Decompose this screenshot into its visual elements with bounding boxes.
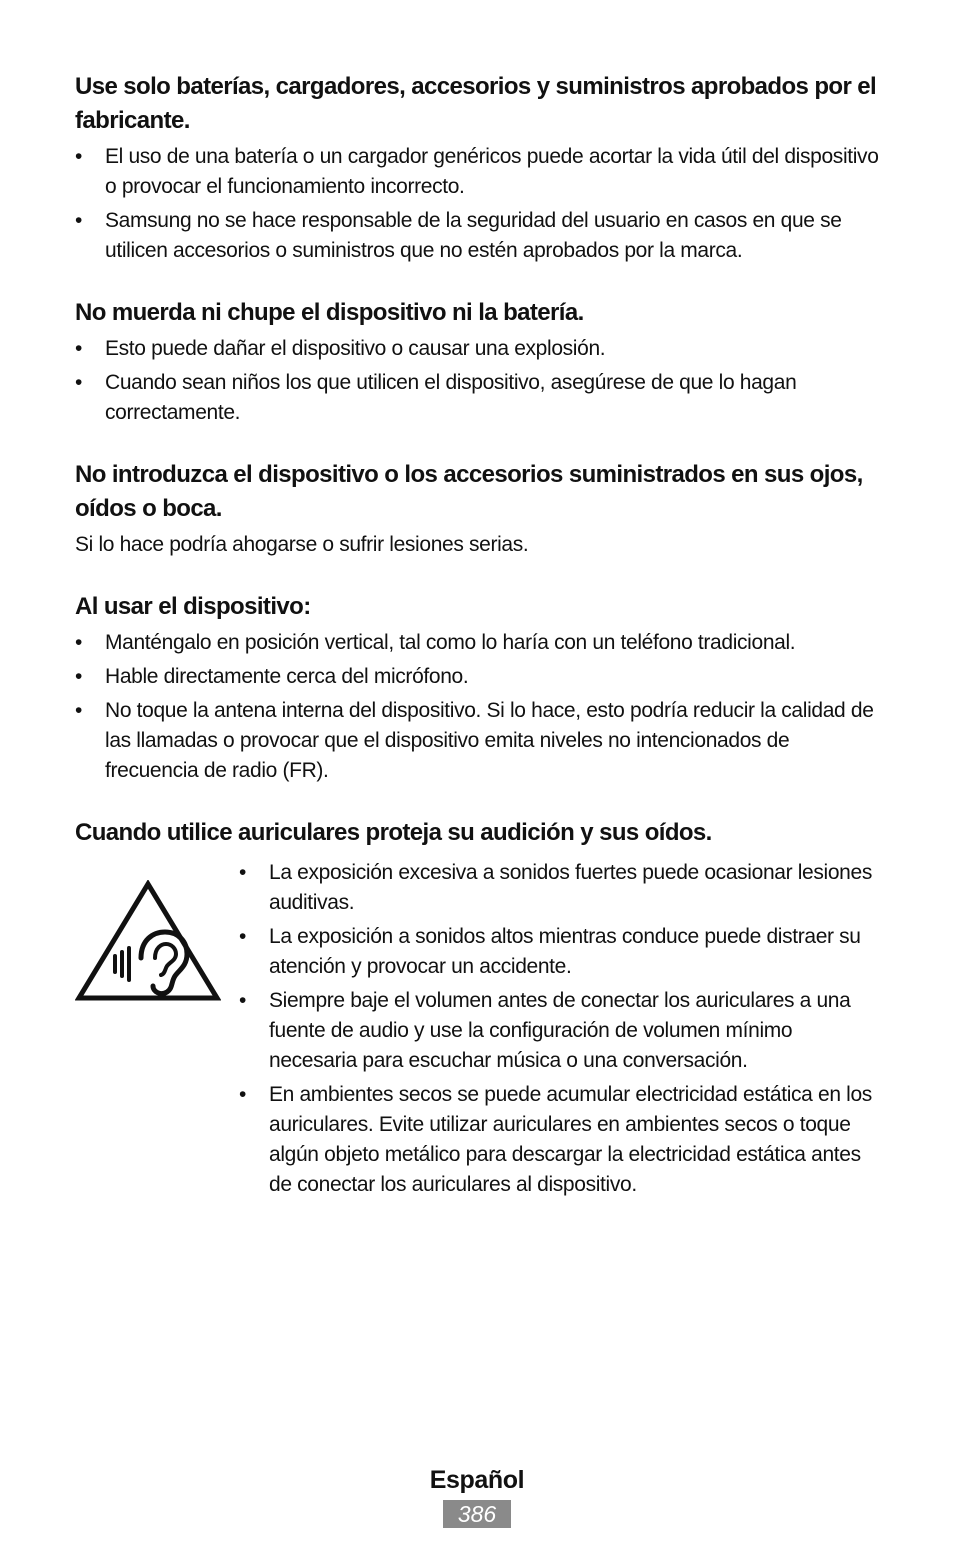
section-heading: Al usar el dispositivo: [75, 593, 311, 620]
section-heading: No introduzca el dispositivo o los accesorios suministrados en sus ojos, oídos o boca. [75, 461, 863, 522]
footer-language: Español [429, 1466, 525, 1494]
page-footer [0, 1462, 954, 1528]
bullet-marker: • [75, 371, 83, 394]
section-do-not-bite [75, 296, 885, 428]
bullet-list [239, 858, 885, 1204]
list-item-text: La exposición a sonidos altos mientras conduce puede distraer su atención y provocar un accidente. [269, 925, 861, 978]
list-item [75, 206, 885, 266]
section-approved-accessories [75, 70, 885, 266]
bullet-marker: • [75, 665, 83, 688]
list-item [75, 662, 885, 692]
document-body [75, 70, 885, 1234]
list-item-text: No toque la antena interna del dispositivo. Si lo hace, esto podría reducir la calidad de las llamadas o provocar que el dispositivo emita niveles no intencionados de frecuencia de radio (FR). [105, 699, 874, 782]
list-item-text: Samsung no se hace responsable de la seguridad del usuario en casos en que se utilicen accesorios o suministros que no estén aprobados por la marca. [105, 209, 842, 262]
list-item-text: Siempre baje el volumen antes de conectar los auriculares a una fuente de audio y use la configuración de volumen mínimo necesaria para escuchar música o una conversación. [269, 989, 851, 1072]
list-item [75, 628, 885, 658]
section-heading: Use solo baterías, cargadores, accesorios y suministros aprobados por el fabricante. [75, 73, 877, 134]
hearing-warning-row [75, 858, 885, 1204]
list-item-text: Hable directamente cerca del micrófono. [105, 665, 469, 688]
list-item [75, 142, 885, 202]
hearing-warning-icon [75, 858, 239, 1204]
bullet-marker: • [75, 209, 83, 232]
list-item-text: La exposición excesiva a sonidos fuertes puede ocasionar lesiones auditivas. [269, 861, 872, 914]
section-headphones [75, 816, 885, 1204]
list-item-text: Manténgalo en posición vertical, tal como lo haría con un teléfono tradicional. [105, 631, 796, 654]
bullet-marker: • [239, 989, 247, 1012]
bullet-list [75, 628, 885, 786]
list-item [239, 1080, 885, 1200]
bullet-marker: • [75, 337, 83, 360]
bullet-marker: • [239, 861, 247, 884]
section-do-not-insert [75, 458, 885, 560]
list-item-text: Esto puede dañar el dispositivo o causar una explosión. [105, 337, 606, 360]
list-item-text: En ambientes secos se puede acumular electricidad estática en los auriculares. Evite utilizar auriculares en ambientes secos o toque algún objeto metálico para descargar la electricidad estática antes de conectar los auriculares al dispositivo. [269, 1083, 872, 1196]
section-heading: No muerda ni chupe el dispositivo ni la batería. [75, 299, 584, 326]
list-item-text: Cuando sean niños los que utilicen el dispositivo, asegúrese de que lo hagan correctamente. [105, 371, 797, 424]
bullet-list [75, 334, 885, 428]
list-item [75, 368, 885, 428]
section-using-device [75, 590, 885, 786]
list-item [75, 334, 885, 364]
bullet-marker: • [75, 699, 83, 722]
list-item-text: El uso de una batería o un cargador genéricos puede acortar la vida útil del dispositivo o provocar el funcionamiento incorrecto. [105, 145, 879, 198]
list-item [239, 922, 885, 982]
page-number-badge: 386 [443, 1500, 511, 1528]
section-heading: Cuando utilice auriculares proteja su audición y sus oídos. [75, 819, 712, 846]
section-paragraph: Si lo hace podría ahogarse o sufrir lesiones serias. [75, 533, 529, 556]
list-item [239, 858, 885, 918]
bullet-list [75, 142, 885, 266]
bullet-marker: • [75, 145, 83, 168]
bullet-marker: • [75, 631, 83, 654]
list-item [75, 696, 885, 786]
bullet-marker: • [239, 925, 247, 948]
list-item [239, 986, 885, 1076]
bullet-marker: • [239, 1083, 247, 1106]
